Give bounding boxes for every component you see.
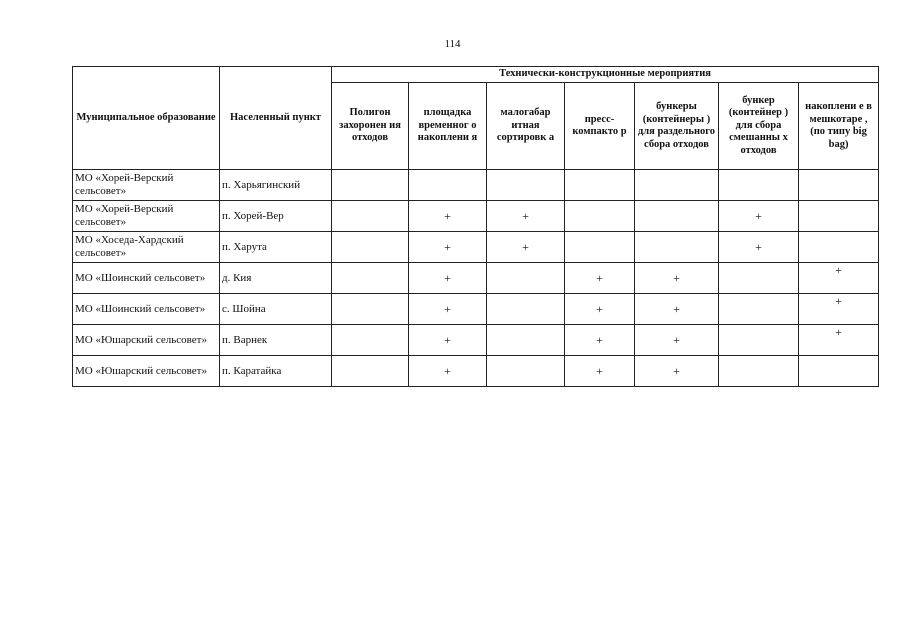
settlement-cell: д. Кия — [220, 263, 332, 294]
mark-cell — [332, 294, 409, 325]
mark-cell — [635, 201, 719, 232]
mark-cell: + — [799, 294, 879, 325]
mark-cell — [487, 356, 565, 387]
table-row — [73, 232, 879, 263]
mark-cell — [719, 170, 799, 201]
mark-cell — [565, 170, 635, 201]
municipality-cell: МО «Хорей-Верский сельсовет» — [73, 201, 220, 232]
mark-cell — [409, 170, 487, 201]
waste-measures-table — [72, 66, 879, 387]
mark-cell: + — [799, 325, 879, 356]
mark-cell: + — [565, 263, 635, 294]
mark-cell — [487, 325, 565, 356]
header-municipality: Муниципальное образование — [73, 67, 220, 170]
header-small-sorting: малогабар итная сортировк а — [487, 83, 565, 170]
mark-cell — [565, 232, 635, 263]
mark-cell — [332, 325, 409, 356]
mark-cell: + — [799, 263, 879, 294]
mark-cell: + — [565, 294, 635, 325]
header-temporary-storage-site: площадка временног о накоплени я — [409, 83, 487, 170]
mark-cell: + — [565, 356, 635, 387]
mark-cell: + — [719, 232, 799, 263]
mark-cell: + — [487, 201, 565, 232]
header-settlement: Населенный пункт — [220, 67, 332, 170]
mark-cell — [332, 263, 409, 294]
mark-cell — [719, 263, 799, 294]
header-landfill: Полигон захоронен ия отходов — [332, 83, 409, 170]
mark-cell: + — [635, 263, 719, 294]
mark-cell: + — [409, 294, 487, 325]
mark-cell: + — [409, 263, 487, 294]
mark-cell — [719, 294, 799, 325]
settlement-cell: п. Харьягинский — [220, 170, 332, 201]
mark-cell: + — [719, 201, 799, 232]
header-bigbag-storage: накоплени е в мешкотаре , (по типу big bag) — [799, 83, 879, 170]
settlement-cell: п. Каратайка — [220, 356, 332, 387]
table-row — [73, 263, 879, 294]
mark-cell — [487, 170, 565, 201]
mark-cell — [332, 356, 409, 387]
settlement-cell: п. Варнек — [220, 325, 332, 356]
mark-cell — [719, 356, 799, 387]
mark-cell — [332, 170, 409, 201]
municipality-cell: МО «Юшарский сельсовет» — [73, 325, 220, 356]
municipality-cell: МО «Шоинский сельсовет» — [73, 263, 220, 294]
mark-cell — [487, 263, 565, 294]
header-press-compactor: пресс-компакто р — [565, 83, 635, 170]
mark-cell: + — [635, 356, 719, 387]
mark-cell — [332, 232, 409, 263]
settlement-cell: п. Хорей-Вер — [220, 201, 332, 232]
settlement-cell: с. Шойна — [220, 294, 332, 325]
mark-cell — [799, 356, 879, 387]
header-mixed-waste-bin: бункер (контейнер ) для сбора смешанны х отходов — [719, 83, 799, 170]
mark-cell — [799, 232, 879, 263]
municipality-cell: МО «Хорей-Верский сельсовет» — [73, 170, 220, 201]
mark-cell — [799, 170, 879, 201]
mark-cell — [799, 201, 879, 232]
municipality-cell: МО «Юшарский сельсовет» — [73, 356, 220, 387]
mark-cell: + — [487, 232, 565, 263]
mark-cell: + — [635, 294, 719, 325]
page-number: 114 — [444, 38, 461, 50]
table-row — [73, 325, 879, 356]
header-group: Технически-конструкционные мероприятия — [332, 67, 879, 83]
mark-cell: + — [409, 201, 487, 232]
table-row — [73, 201, 879, 232]
table-row — [73, 170, 879, 201]
table-row — [73, 356, 879, 387]
municipality-cell: МО «Шоинский сельсовет» — [73, 294, 220, 325]
mark-cell: + — [635, 325, 719, 356]
mark-cell — [487, 294, 565, 325]
mark-cell: + — [409, 232, 487, 263]
header-group-row — [73, 67, 879, 83]
mark-cell — [635, 170, 719, 201]
mark-cell: + — [565, 325, 635, 356]
table-row — [73, 294, 879, 325]
municipality-cell: МО «Хоседа-Хардский сельсовет» — [73, 232, 220, 263]
header-separate-collection-bins: бункеры (контейнеры ) для раздельного сбора отходов — [635, 83, 719, 170]
mark-cell — [635, 232, 719, 263]
mark-cell: + — [409, 325, 487, 356]
settlement-cell: п. Харута — [220, 232, 332, 263]
mark-cell — [332, 201, 409, 232]
mark-cell — [565, 201, 635, 232]
mark-cell: + — [409, 356, 487, 387]
mark-cell — [719, 325, 799, 356]
